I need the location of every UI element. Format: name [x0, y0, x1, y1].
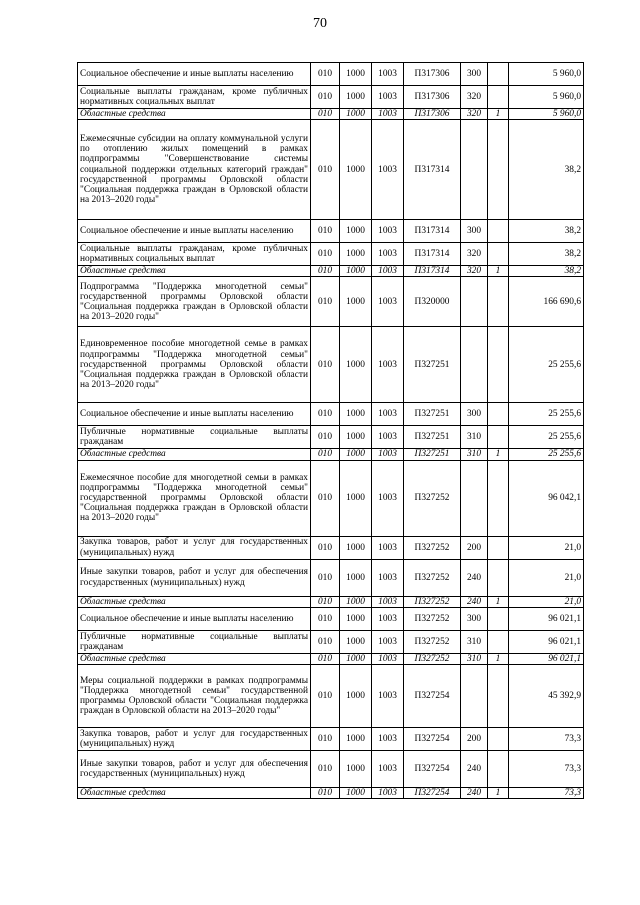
admin-code-cell: 010: [311, 536, 340, 559]
subsection-code-cell: 1003: [372, 266, 404, 277]
target-article-cell: П327251: [404, 449, 461, 460]
expense-type-cell: 310: [461, 653, 488, 664]
expense-type-cell: 300: [461, 63, 488, 86]
subsection-code-cell: 1003: [372, 536, 404, 559]
section-code-cell: 1000: [340, 266, 372, 277]
amount-cell: 73,3: [509, 728, 584, 751]
table-row: [78, 728, 584, 751]
source-code-cell: [488, 630, 509, 653]
table-row: [78, 559, 584, 596]
source-code-cell: 1: [488, 109, 509, 120]
source-code-cell: [488, 220, 509, 243]
source-code-cell: [488, 403, 509, 426]
target-article-cell: П327251: [404, 426, 461, 449]
section-code-cell: 1000: [340, 788, 372, 799]
section-code-cell: 1000: [340, 728, 372, 751]
subsection-code-cell: 1003: [372, 630, 404, 653]
admin-code-cell: 010: [311, 277, 340, 327]
target-article-cell: П317306: [404, 63, 461, 86]
subsection-code-cell: 1003: [372, 327, 404, 403]
expense-type-cell: 320: [461, 86, 488, 109]
target-article-cell: П327252: [404, 596, 461, 607]
source-code-cell: [488, 728, 509, 751]
section-code-cell: 1000: [340, 120, 372, 220]
expense-type-cell: 310: [461, 426, 488, 449]
subsection-code-cell: 1003: [372, 243, 404, 266]
expense-type-cell: [461, 120, 488, 220]
table-row: [78, 403, 584, 426]
source-code-cell: 1: [488, 596, 509, 607]
row-name-cell: Подпрограмма "Поддержка многодетной семьи" государственной программы Орловской области "Социальная поддержка граждан в Орловской области на 2013–2020 годы": [78, 277, 311, 327]
source-code-cell: [488, 86, 509, 109]
row-name-cell: Социальные выплаты гражданам, кроме публичных нормативных социальных выплат: [78, 86, 311, 109]
subsection-code-cell: 1003: [372, 559, 404, 596]
subsection-code-cell: 1003: [372, 665, 404, 728]
expense-type-cell: 300: [461, 403, 488, 426]
admin-code-cell: 010: [311, 460, 340, 536]
row-name-cell: Иные закупки товаров, работ и услуг для обеспечения государственных (муниципальных) нужд: [78, 559, 311, 596]
row-name-cell: Областные средства: [78, 449, 311, 460]
target-article-cell: П327252: [404, 536, 461, 559]
admin-code-cell: 010: [311, 403, 340, 426]
table-row: [78, 109, 584, 120]
amount-cell: 5 960,0: [509, 109, 584, 120]
expense-type-cell: 200: [461, 728, 488, 751]
table-row: [78, 243, 584, 266]
admin-code-cell: 010: [311, 266, 340, 277]
admin-code-cell: 010: [311, 220, 340, 243]
amount-cell: 73,3: [509, 788, 584, 799]
target-article-cell: П327252: [404, 653, 461, 664]
subsection-code-cell: 1003: [372, 728, 404, 751]
section-code-cell: 1000: [340, 653, 372, 664]
target-article-cell: П317314: [404, 220, 461, 243]
expense-type-cell: 240: [461, 596, 488, 607]
section-code-cell: 1000: [340, 596, 372, 607]
amount-cell: 96 042,1: [509, 460, 584, 536]
row-name-cell: Социальное обеспечение и иные выплаты населению: [78, 220, 311, 243]
admin-code-cell: 010: [311, 751, 340, 788]
subsection-code-cell: 1003: [372, 120, 404, 220]
table-row: [78, 327, 584, 403]
expense-type-cell: 310: [461, 449, 488, 460]
source-code-cell: [488, 426, 509, 449]
expense-type-cell: 200: [461, 536, 488, 559]
section-code-cell: 1000: [340, 751, 372, 788]
amount-cell: 21,0: [509, 536, 584, 559]
table-row: [78, 86, 584, 109]
admin-code-cell: 010: [311, 728, 340, 751]
source-code-cell: 1: [488, 266, 509, 277]
target-article-cell: П327252: [404, 559, 461, 596]
admin-code-cell: 010: [311, 86, 340, 109]
subsection-code-cell: 1003: [372, 426, 404, 449]
amount-cell: 25 255,6: [509, 327, 584, 403]
row-name-cell: Областные средства: [78, 109, 311, 120]
budget-table: [77, 62, 584, 799]
table-row: [78, 449, 584, 460]
target-article-cell: П317306: [404, 109, 461, 120]
subsection-code-cell: 1003: [372, 596, 404, 607]
row-name-cell: Областные средства: [78, 266, 311, 277]
table-row: [78, 266, 584, 277]
amount-cell: 38,2: [509, 243, 584, 266]
expense-type-cell: [461, 277, 488, 327]
source-code-cell: 1: [488, 788, 509, 799]
subsection-code-cell: 1003: [372, 403, 404, 426]
section-code-cell: 1000: [340, 403, 372, 426]
row-name-cell: Ежемесячные субсидии на оплату коммунальной услуги по отоплению жилых помещений в рамках подпрограммы "Совершенствование системы социальной поддержки отдельных категорий граждан" государственной программы Орловской области "Социальная поддержка граждан в Орловской области на 2013–2020 годы": [78, 120, 311, 220]
target-article-cell: П327254: [404, 751, 461, 788]
source-code-cell: [488, 559, 509, 596]
source-code-cell: [488, 536, 509, 559]
amount-cell: 166 690,6: [509, 277, 584, 327]
expense-type-cell: [461, 460, 488, 536]
target-article-cell: П317314: [404, 266, 461, 277]
row-name-cell: Иные закупки товаров, работ и услуг для обеспечения государственных (муниципальных) нужд: [78, 751, 311, 788]
expense-type-cell: [461, 665, 488, 728]
admin-code-cell: 010: [311, 653, 340, 664]
section-code-cell: 1000: [340, 460, 372, 536]
source-code-cell: [488, 460, 509, 536]
table-row: [78, 788, 584, 799]
expense-type-cell: [461, 327, 488, 403]
expense-type-cell: 320: [461, 243, 488, 266]
amount-cell: 21,0: [509, 596, 584, 607]
source-code-cell: [488, 751, 509, 788]
target-article-cell: П327251: [404, 403, 461, 426]
table-row: [78, 653, 584, 664]
table-row: [78, 630, 584, 653]
table-row: [78, 607, 584, 630]
subsection-code-cell: 1003: [372, 460, 404, 536]
table-row: [78, 277, 584, 327]
budget-table-body: [78, 63, 584, 799]
expense-type-cell: 300: [461, 220, 488, 243]
section-code-cell: 1000: [340, 277, 372, 327]
expense-type-cell: 240: [461, 559, 488, 596]
page-number: 70: [313, 16, 327, 31]
target-article-cell: П327251: [404, 327, 461, 403]
amount-cell: 5 960,0: [509, 86, 584, 109]
row-name-cell: Закупка товаров, работ и услуг для государственных (муниципальных) нужд: [78, 728, 311, 751]
row-name-cell: Единовременное пособие многодетной семье в рамках подпрограммы "Поддержка многодетной семьи" государственной программы Орловской области "Социальная поддержка граждан в Орловской области на 2013–2020 годы": [78, 327, 311, 403]
row-name-cell: Закупка товаров, работ и услуг для государственных (муниципальных) нужд: [78, 536, 311, 559]
admin-code-cell: 010: [311, 449, 340, 460]
section-code-cell: 1000: [340, 630, 372, 653]
section-code-cell: 1000: [340, 665, 372, 728]
table-row: [78, 220, 584, 243]
admin-code-cell: 010: [311, 559, 340, 596]
table-row: [78, 63, 584, 86]
admin-code-cell: 010: [311, 596, 340, 607]
row-name-cell: Областные средства: [78, 653, 311, 664]
source-code-cell: 1: [488, 653, 509, 664]
source-code-cell: [488, 607, 509, 630]
source-code-cell: [488, 243, 509, 266]
subsection-code-cell: 1003: [372, 607, 404, 630]
target-article-cell: П327254: [404, 665, 461, 728]
expense-type-cell: 240: [461, 751, 488, 788]
amount-cell: 96 021,1: [509, 653, 584, 664]
row-name-cell: Социальное обеспечение и иные выплаты населению: [78, 403, 311, 426]
amount-cell: 38,2: [509, 220, 584, 243]
table-row: [78, 751, 584, 788]
amount-cell: 38,2: [509, 120, 584, 220]
expense-type-cell: 310: [461, 630, 488, 653]
source-code-cell: [488, 120, 509, 220]
section-code-cell: 1000: [340, 243, 372, 266]
amount-cell: 73,3: [509, 751, 584, 788]
admin-code-cell: 010: [311, 327, 340, 403]
source-code-cell: [488, 327, 509, 403]
table-row: [78, 426, 584, 449]
section-code-cell: 1000: [340, 536, 372, 559]
subsection-code-cell: 1003: [372, 63, 404, 86]
section-code-cell: 1000: [340, 559, 372, 596]
row-name-cell: Областные средства: [78, 788, 311, 799]
admin-code-cell: 010: [311, 109, 340, 120]
source-code-cell: [488, 665, 509, 728]
row-name-cell: Ежемесячное пособие для многодетной семьи в рамках подпрограммы "Поддержка многодетной семьи" государственной программы Орловской области "Социальная поддержка граждан в Орловской области на 2013–2020 годы": [78, 460, 311, 536]
admin-code-cell: 010: [311, 665, 340, 728]
amount-cell: 96 021,1: [509, 607, 584, 630]
target-article-cell: П317306: [404, 86, 461, 109]
subsection-code-cell: 1003: [372, 109, 404, 120]
source-code-cell: 1: [488, 449, 509, 460]
row-name-cell: Социальное обеспечение и иные выплаты населению: [78, 607, 311, 630]
subsection-code-cell: 1003: [372, 751, 404, 788]
target-article-cell: П317314: [404, 120, 461, 220]
subsection-code-cell: 1003: [372, 653, 404, 664]
row-name-cell: Социальное обеспечение и иные выплаты населению: [78, 63, 311, 86]
section-code-cell: 1000: [340, 327, 372, 403]
table-row: [78, 665, 584, 728]
expense-type-cell: 320: [461, 266, 488, 277]
target-article-cell: П327252: [404, 607, 461, 630]
target-article-cell: П327252: [404, 460, 461, 536]
target-article-cell: П327254: [404, 728, 461, 751]
amount-cell: 25 255,6: [509, 449, 584, 460]
expense-type-cell: 300: [461, 607, 488, 630]
subsection-code-cell: 1003: [372, 220, 404, 243]
section-code-cell: 1000: [340, 109, 372, 120]
subsection-code-cell: 1003: [372, 277, 404, 327]
expense-type-cell: 320: [461, 109, 488, 120]
expense-type-cell: 240: [461, 788, 488, 799]
amount-cell: 25 255,6: [509, 403, 584, 426]
section-code-cell: 1000: [340, 220, 372, 243]
amount-cell: 38,2: [509, 266, 584, 277]
target-article-cell: П320000: [404, 277, 461, 327]
subsection-code-cell: 1003: [372, 788, 404, 799]
table-row: [78, 120, 584, 220]
table-row: [78, 536, 584, 559]
source-code-cell: [488, 63, 509, 86]
admin-code-cell: 010: [311, 63, 340, 86]
admin-code-cell: 010: [311, 243, 340, 266]
subsection-code-cell: 1003: [372, 449, 404, 460]
section-code-cell: 1000: [340, 607, 372, 630]
table-row: [78, 460, 584, 536]
section-code-cell: 1000: [340, 63, 372, 86]
section-code-cell: 1000: [340, 86, 372, 109]
row-name-cell: Меры социальной поддержки в рамках подпрограммы "Поддержка многодетной семьи" государственной программы Орловской области "Социальная поддержка граждан в Орловской области на 2013–2020 годы": [78, 665, 311, 728]
source-code-cell: [488, 277, 509, 327]
table-row: [78, 596, 584, 607]
section-code-cell: 1000: [340, 449, 372, 460]
amount-cell: 45 392,9: [509, 665, 584, 728]
row-name-cell: Социальные выплаты гражданам, кроме публичных нормативных социальных выплат: [78, 243, 311, 266]
amount-cell: 96 021,1: [509, 630, 584, 653]
amount-cell: 5 960,0: [509, 63, 584, 86]
admin-code-cell: 010: [311, 120, 340, 220]
section-code-cell: 1000: [340, 426, 372, 449]
target-article-cell: П317314: [404, 243, 461, 266]
row-name-cell: Публичные нормативные социальные выплаты гражданам: [78, 426, 311, 449]
amount-cell: 21,0: [509, 559, 584, 596]
admin-code-cell: 010: [311, 788, 340, 799]
admin-code-cell: 010: [311, 630, 340, 653]
subsection-code-cell: 1003: [372, 86, 404, 109]
admin-code-cell: 010: [311, 426, 340, 449]
target-article-cell: П327252: [404, 630, 461, 653]
admin-code-cell: 010: [311, 607, 340, 630]
row-name-cell: Публичные нормативные социальные выплаты гражданам: [78, 630, 311, 653]
amount-cell: 25 255,6: [509, 426, 584, 449]
target-article-cell: П327254: [404, 788, 461, 799]
row-name-cell: Областные средства: [78, 596, 311, 607]
